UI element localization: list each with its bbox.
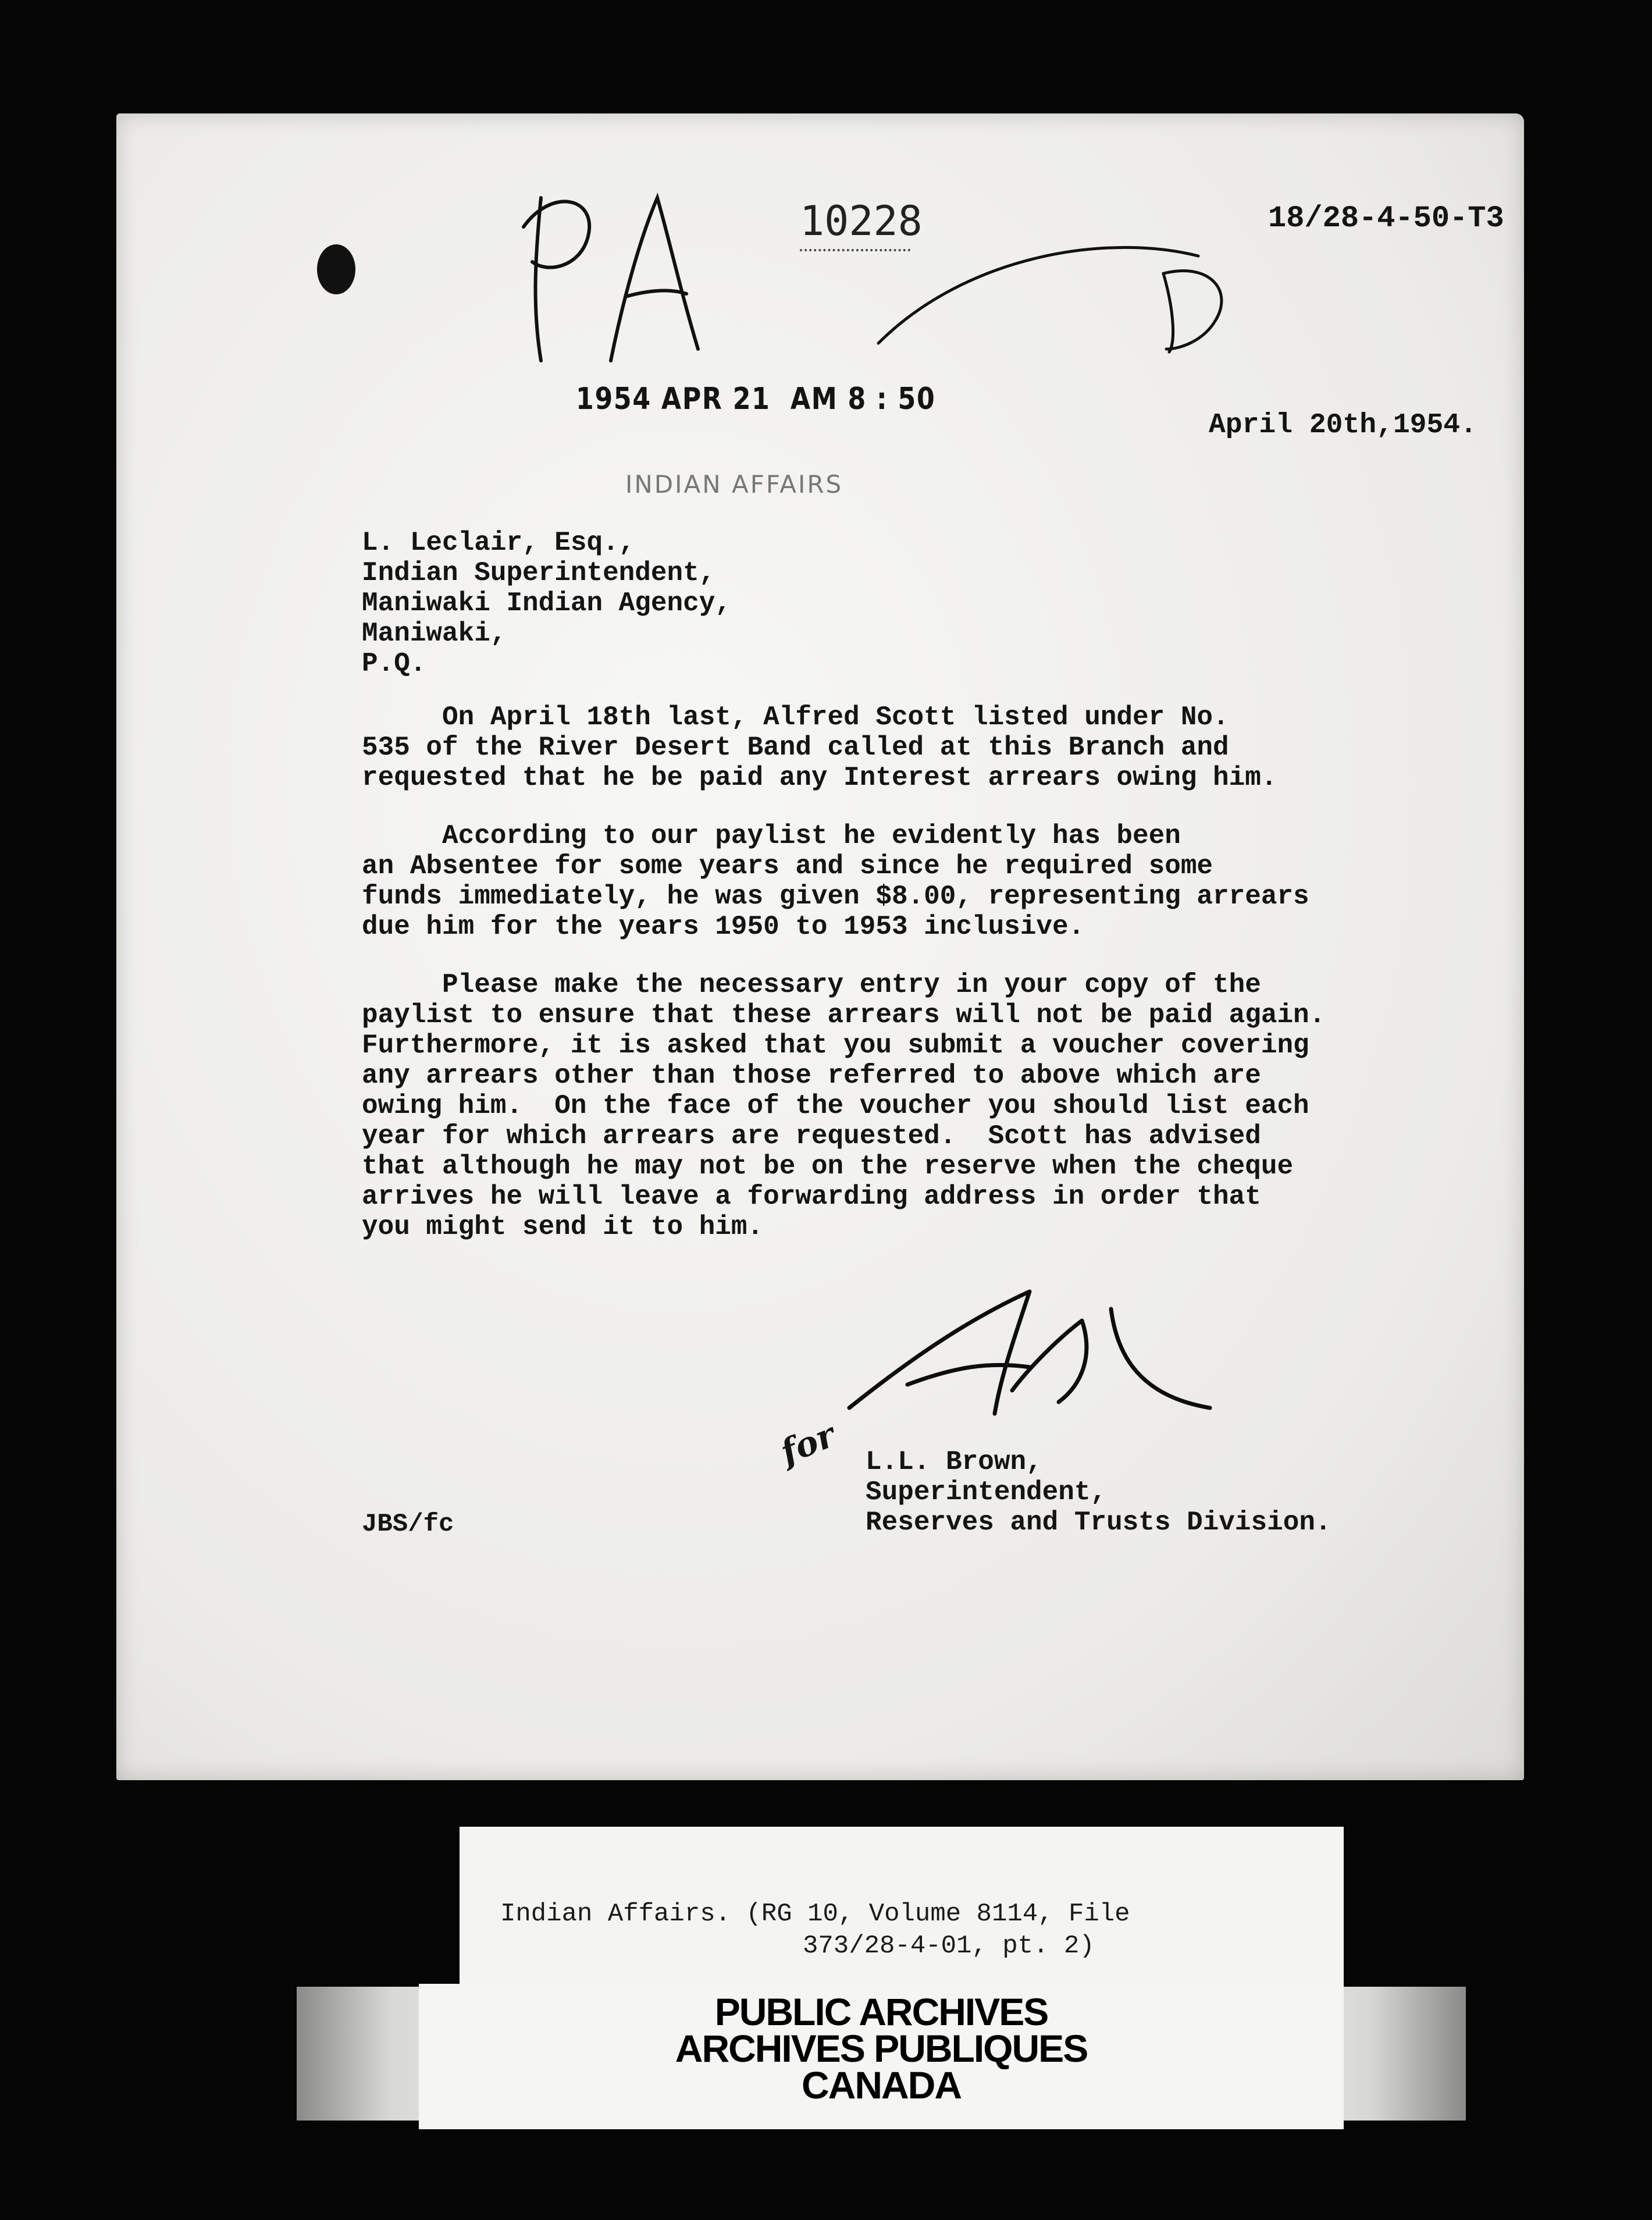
paragraph-line: Furthermore, it is asked that you submit a voucher covering [362, 1030, 1309, 1061]
letter-date: April 20th,1954. [1209, 410, 1477, 441]
paragraph-line: 535 of the River Desert Band called at this Branch and [362, 732, 1229, 763]
handwritten-initials [500, 175, 745, 384]
paragraph-line: On April 18th last, Alfred Scott listed under No. [362, 702, 1229, 732]
punch-hole [317, 244, 355, 294]
archive-label-line: 373/28-4-01, pt. 2) [803, 1931, 1095, 1961]
paragraph-line: According to our paylist he evidently has been [362, 821, 1181, 851]
address-line: Indian Superintendent, [362, 558, 715, 588]
reference-initials: JBS/fc [362, 1510, 454, 1539]
archive-label-line: Indian Affairs. (RG 10, Volume 8114, File [500, 1899, 1130, 1929]
address-line: P.Q. [362, 649, 426, 679]
paragraph-line: funds immediately, he was given $8.00, representing arrears [362, 881, 1309, 912]
address-line: Maniwaki, [362, 618, 507, 649]
paragraph-line: requested that he be paid any Interest arrears owing him. [362, 763, 1277, 793]
archive-name-en: PUBLIC ARCHIVES [714, 1990, 1048, 2033]
archive-country: CANADA [802, 2064, 961, 2107]
paragraph-line: paylist to ensure that these arrears will not be paid again. [362, 1000, 1326, 1030]
paragraph-line: an Absentee for some years and since he required some [362, 851, 1213, 881]
signatory-title: Superintendent, [866, 1477, 1107, 1507]
paragraph-line: any arrears other than those referred to above which are [362, 1061, 1261, 1091]
signatory-name: L.L. Brown, [866, 1447, 1042, 1477]
department-stamp: INDIAN AFFAIRS [625, 470, 843, 499]
address-line: Maniwaki Indian Agency, [362, 588, 731, 618]
paragraph-line: Please make the necessary entry in your copy of the [362, 970, 1261, 1000]
paragraph-line: you might send it to him. [362, 1212, 764, 1242]
signature [838, 1274, 1245, 1437]
received-stamp: 1954 APR 21 AM 8 : 50 [576, 382, 936, 417]
for-note: for [775, 1415, 841, 1472]
paragraph-line: that although he may not be on the reserve when the cheque [362, 1151, 1294, 1182]
stamp-number-underline [800, 249, 910, 251]
paragraph-line: arrives he will leave a forwarding address in order that [362, 1182, 1261, 1212]
address-line: L. Leclair, Esq., [362, 528, 635, 558]
paragraph-line: year for which arrears are requested. Scott has advised [362, 1121, 1261, 1151]
archive-name-fr: ARCHIVES PUBLIQUES [675, 2027, 1088, 2070]
handwritten-mark [873, 221, 1268, 361]
file-reference: 18/28-4-50-T3 [1268, 201, 1504, 236]
paragraph-line: owing him. On the face of the voucher you should list each [362, 1091, 1309, 1121]
paragraph-line: due him for the years 1950 to 1953 inclusive. [362, 912, 1085, 942]
stamp-number: 10228 [800, 197, 923, 245]
signatory-division: Reserves and Trusts Division. [866, 1507, 1331, 1538]
